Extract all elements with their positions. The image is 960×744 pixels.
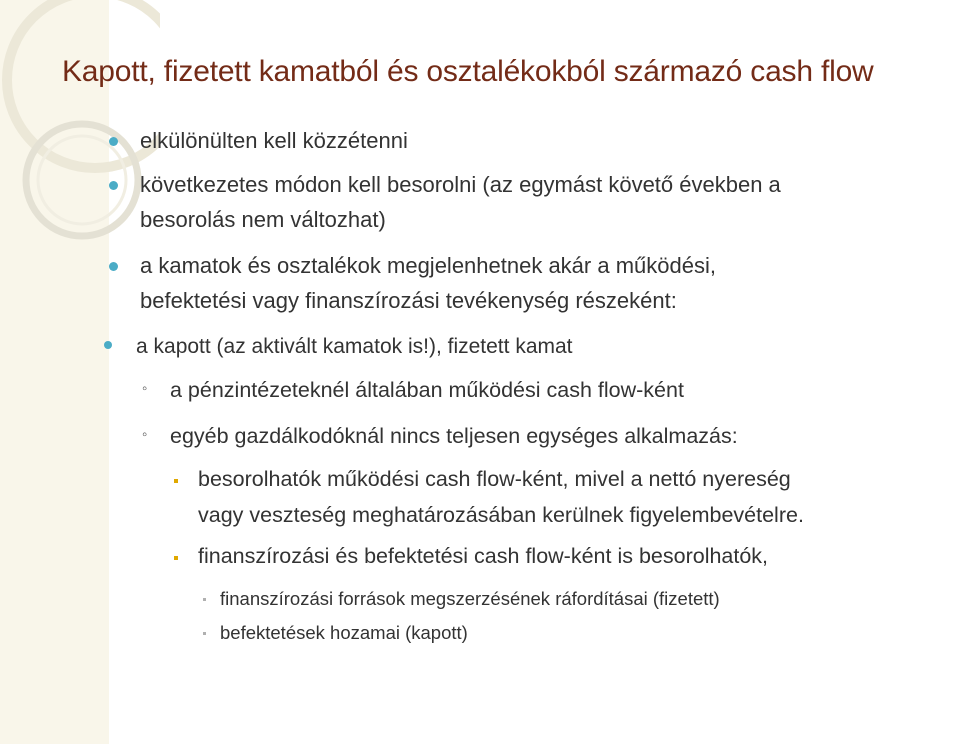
square-bullet-icon bbox=[174, 556, 178, 560]
small-square-bullet-icon bbox=[203, 632, 206, 635]
bullet-icon bbox=[109, 262, 118, 271]
circle-bullet-icon: ◦ bbox=[142, 380, 148, 397]
bullet-text: besorolhatók működési cash flow-ként, mivel a nettó nyereség bbox=[198, 467, 791, 491]
bullet-text: finanszírozási források megszerzésének ráfordításai (fizetett) bbox=[220, 588, 720, 609]
bullet-icon bbox=[104, 341, 112, 349]
bullet-text-continuation: befektetési vagy finanszírozási tevékenység részeként: bbox=[140, 288, 677, 313]
bullet-text: következetes módon kell besorolni (az egymást követő években a bbox=[140, 172, 781, 197]
bullet-text: befektetések hozamai (kapott) bbox=[220, 622, 468, 643]
left-decorative-band bbox=[0, 0, 109, 744]
slide-title: Kapott, fizetett kamatból és osztalékokból származó cash flow bbox=[62, 55, 874, 88]
bullet-text: a kapott (az aktivált kamatok is!), fizetett kamat bbox=[136, 335, 573, 358]
circle-bullet-icon: ◦ bbox=[142, 426, 148, 443]
square-bullet-icon bbox=[174, 479, 178, 483]
bullet-text: a kamatok és osztalékok megjelenhetnek akár a működési, bbox=[140, 253, 716, 278]
bullet-text: a pénzintézeteknél általában működési cash flow-ként bbox=[170, 378, 684, 402]
bullet-icon bbox=[109, 137, 118, 146]
bullet-text: finanszírozási és befektetési cash flow-ként is besorolhatók, bbox=[198, 544, 769, 568]
bullet-text-continuation: besorolás nem változhat) bbox=[140, 207, 386, 232]
bullet-icon bbox=[109, 181, 118, 190]
small-square-bullet-icon bbox=[203, 598, 206, 601]
bullet-text: elkülönülten kell közzétenni bbox=[140, 128, 408, 153]
bullet-text-continuation: vagy veszteség meghatározásában kerülnek figyelembevételre. bbox=[198, 503, 804, 527]
bullet-text: egyéb gazdálkodóknál nincs teljesen egységes alkalmazás: bbox=[170, 424, 738, 448]
